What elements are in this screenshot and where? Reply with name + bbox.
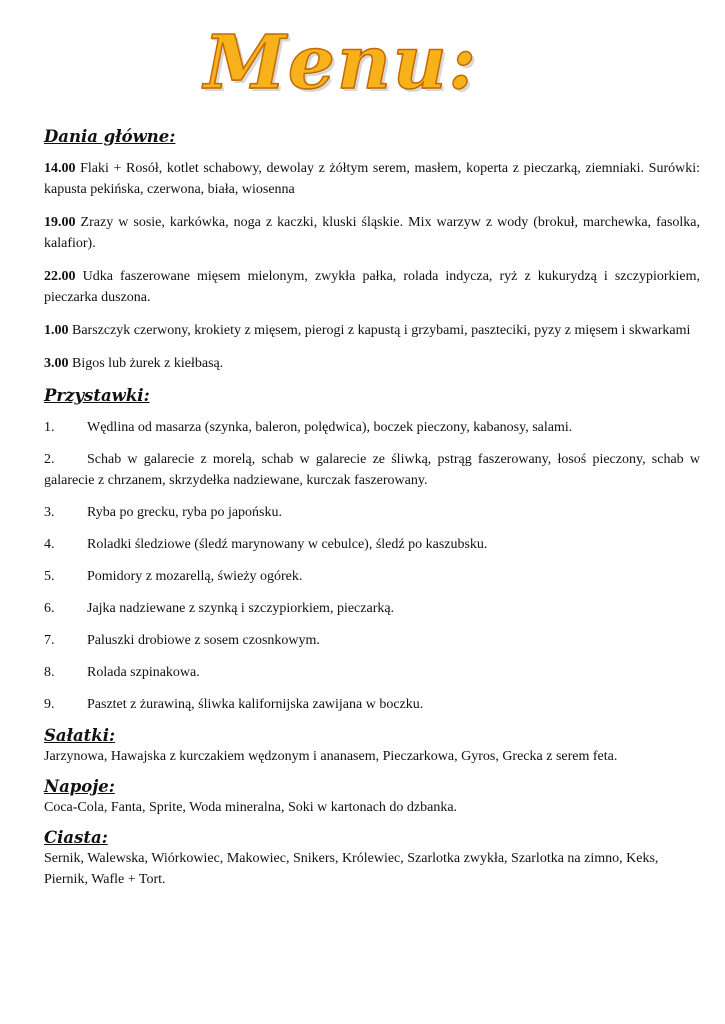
main-dish-time: 14.00: [44, 161, 76, 176]
main-dish-text: Udka faszerowane mięsem mielonym, zwykła pałka, rolada indycza, ryż z kukurydzą i szczypiorkiem, pieczarka duszona.: [44, 269, 700, 305]
list-item: [44, 449, 700, 491]
salads-heading: Sałatki:: [44, 726, 116, 745]
list-item-text: Schab w galarecie z morelą, schab w galarecie ze śliwką, pstrąg faszerowany, łosoś pieczony, schab w galarecie z chrzanem, skrzydełka nadziewane, kurczak faszerowany.: [44, 452, 700, 488]
list-number: 5.: [44, 569, 55, 584]
list-item-text: Pasztet z żurawiną, śliwka kalifornijska zawijana w boczku.: [87, 697, 424, 712]
main-dish-text: Flaki + Rosół, kotlet schabowy, dewolay z żółtym serem, masłem, koperta z pieczarką, ziemniaki. Surówki: kapusta pekińska, czerwona, biała, wiosenna: [44, 161, 700, 197]
list-number: 7.: [44, 633, 55, 648]
main-dish-text: Zrazy w sosie, karkówka, noga z kaczki, kluski śląskie. Mix warzyw z wody (brokuł, marchewka, fasolka, kalafior).: [44, 215, 701, 251]
main-dish-time: 3.00: [44, 356, 69, 371]
list-item-text: Paluszki drobiowe z sosem czosnkowym.: [87, 633, 320, 648]
list-item: [44, 662, 700, 683]
title-area: [44, 0, 700, 122]
main-dish-entry: [44, 320, 700, 341]
main-dish-text: Bigos lub żurek z kiełbasą.: [72, 356, 224, 371]
salads-section: [44, 726, 700, 767]
cakes-heading: Ciasta:: [44, 828, 108, 847]
list-number: 3.: [44, 505, 55, 520]
list-item: [44, 534, 700, 555]
starters-heading: Przystawki:: [44, 386, 150, 405]
main-dish-entry: [44, 212, 700, 254]
list-number: 1.: [44, 420, 55, 435]
list-number: 2.: [44, 452, 55, 467]
main-dish-entry: [44, 266, 700, 308]
list-item-text: Roladki śledziowe (śledź marynowany w cebulce), śledź po kaszubsku.: [87, 537, 488, 552]
drinks-text: Coca-Cola, Fanta, Sprite, Woda mineralna, Soki w kartonach do dzbanka.: [44, 800, 458, 815]
drinks-section: [44, 777, 700, 818]
list-number: 4.: [44, 537, 55, 552]
list-item: [44, 502, 700, 523]
list-item: [44, 598, 700, 619]
list-number: 9.: [44, 697, 55, 712]
main-dish-entry: [44, 158, 700, 200]
list-number: 6.: [44, 601, 55, 616]
cakes-section: [44, 828, 700, 890]
menu-page: [44, 0, 700, 890]
list-item-text: Jajka nadziewane z szynką i szczypiorkiem, pieczarką.: [87, 601, 395, 616]
main-dish-time: 19.00: [44, 215, 76, 230]
list-item: [44, 417, 700, 438]
main-dish-time: 1.00: [44, 323, 69, 338]
list-item-text: Rolada szpinakowa.: [87, 665, 200, 680]
list-item: [44, 566, 700, 587]
list-item-text: Wędlina od masarza (szynka, baleron, polędwica), boczek pieczony, kabanosy, salami.: [87, 420, 573, 435]
list-item-text: Pomidory z mozarellą, świeży ogórek.: [87, 569, 303, 584]
salads-text: Jarzynowa, Hawajska z kurczakiem wędzonym i ananasem, Pieczarkowa, Gyros, Grecka z serem feta.: [44, 749, 618, 764]
drinks-heading: Napoje:: [44, 777, 115, 796]
list-item: [44, 630, 700, 651]
list-number: 8.: [44, 665, 55, 680]
menu-title: Menu:: [204, 20, 478, 106]
main-dish-text: Barszczyk czerwony, krokiety z mięsem, pierogi z kapustą i grzybami, paszteciki, pyzy z mięsem i skwarkami: [72, 323, 691, 338]
main-dish-entry: [44, 353, 700, 374]
starters-list: [44, 417, 700, 715]
cakes-text: Sernik, Walewska, Wiórkowiec, Makowiec, Snikers, Królewiec, Szarlotka zwykła, Szarlotka na zimno, Keks, Piernik, Wafle + Tort.: [44, 851, 659, 887]
list-item-text: Ryba po grecku, ryba po japońsku.: [87, 505, 283, 520]
list-item: [44, 694, 700, 715]
main-dish-time: 22.00: [44, 269, 76, 284]
mains-heading: Dania główne:: [44, 127, 176, 146]
